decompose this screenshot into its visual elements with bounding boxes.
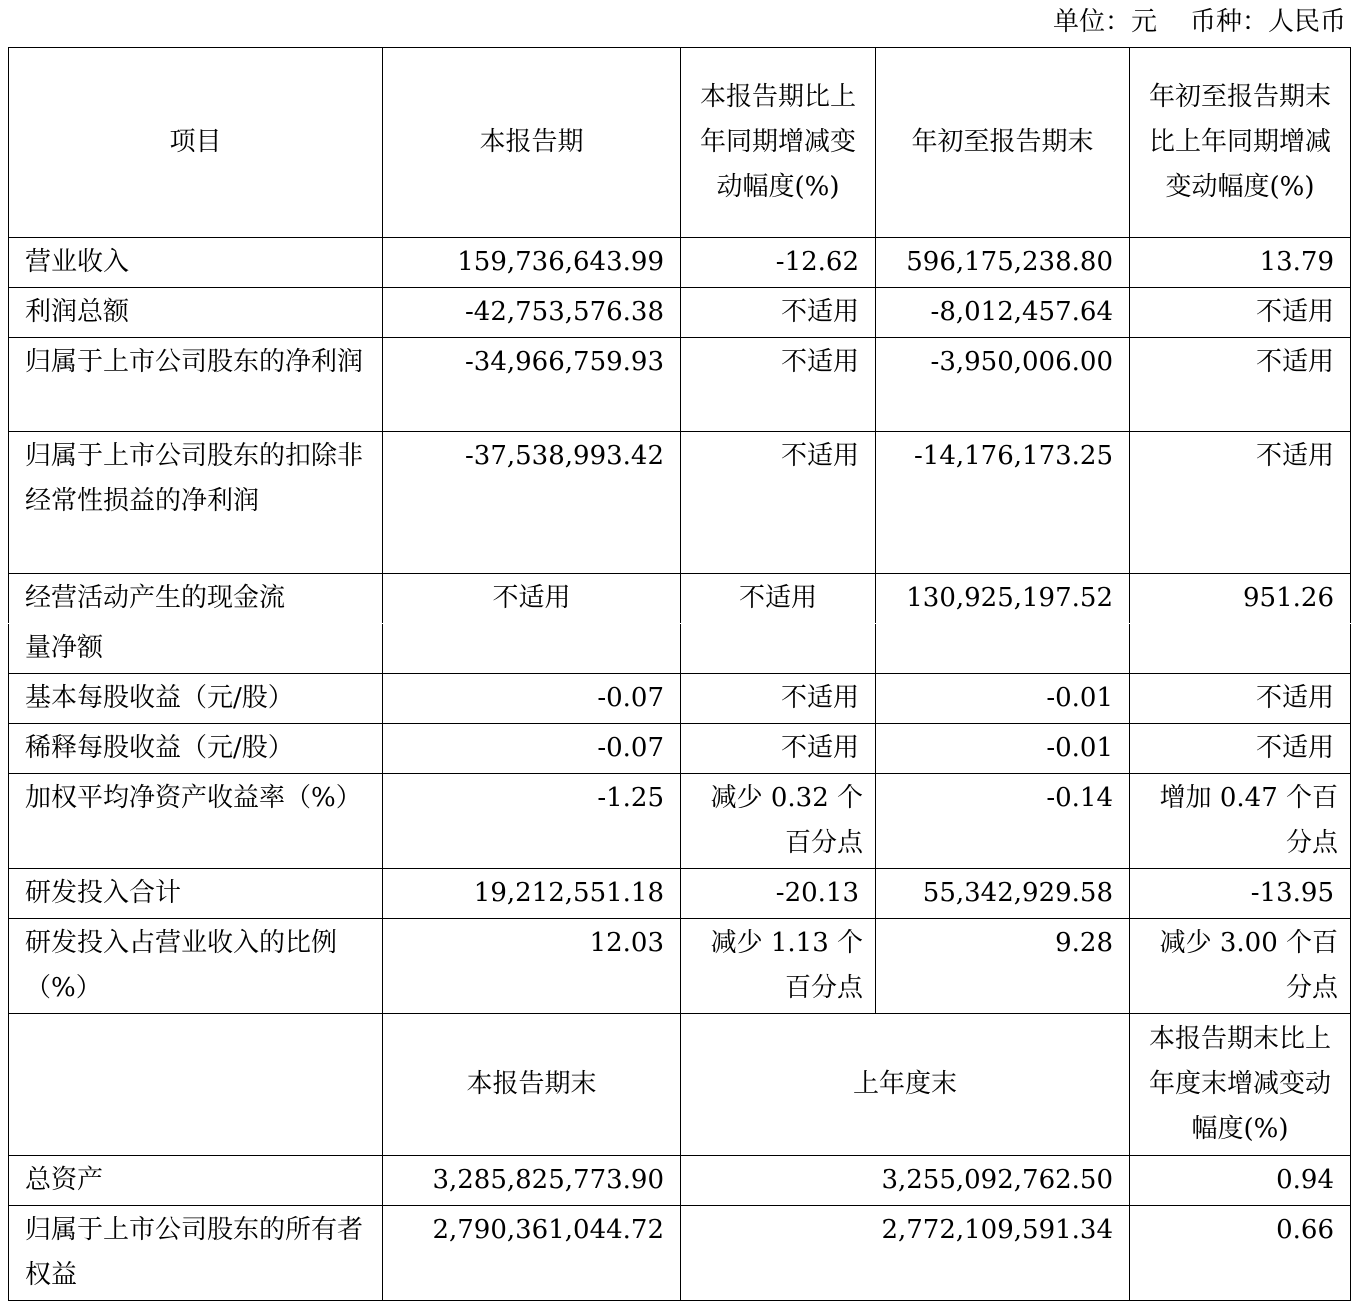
cell-current: 19,212,551.18 — [383, 869, 681, 919]
table-row — [9, 724, 1351, 774]
cell-current-change: -20.13 — [681, 869, 876, 919]
cell-ytd-change: 951.26 — [1130, 574, 1351, 624]
cell-ytd: -0.01 — [876, 724, 1130, 774]
table-row — [9, 1156, 1351, 1206]
cell-ytd-change: 减少 3.00 个百分点 — [1130, 919, 1351, 1014]
cell-current — [383, 624, 681, 674]
row-label: 经营活动产生的现金流 — [9, 574, 383, 624]
cell-current: -0.07 — [383, 724, 681, 774]
cell-current: 12.03 — [383, 919, 681, 1014]
cell-current-change — [681, 624, 876, 674]
row-label: 加权平均净资产收益率（%） — [9, 774, 383, 869]
table-row — [9, 432, 1351, 574]
table-row — [9, 624, 1351, 674]
cell-current: -34,966,759.93 — [383, 338, 681, 432]
cell-current-change: 减少 0.32 个百分点 — [681, 774, 876, 869]
row-label: 稀释每股收益（元/股） — [9, 724, 383, 774]
cell-ytd-change — [1130, 624, 1351, 674]
cell-period-end: 3,285,825,773.90 — [383, 1156, 681, 1206]
cell-current-change: 不适用 — [681, 338, 876, 432]
table-row — [9, 919, 1351, 1014]
header-balance-change: 本报告期末比上年度末增减变动幅度(%) — [1130, 1014, 1351, 1156]
cell-ytd: 596,175,238.80 — [876, 238, 1130, 288]
cell-ytd-change: -13.95 — [1130, 869, 1351, 919]
cell-ytd-change: 不适用 — [1130, 432, 1351, 574]
table-row — [9, 338, 1351, 432]
cell-ytd: -0.14 — [876, 774, 1130, 869]
row-label: 研发投入合计 — [9, 869, 383, 919]
cell-current-change: 不适用 — [681, 674, 876, 724]
row-label: 营业收入 — [9, 238, 383, 288]
row-label: 基本每股收益（元/股） — [9, 674, 383, 724]
table-row — [9, 574, 1351, 624]
cell-ytd: 130,925,197.52 — [876, 574, 1130, 624]
cell-ytd: -8,012,457.64 — [876, 288, 1130, 338]
row-label: 利润总额 — [9, 288, 383, 338]
cell-current-change: 减少 1.13 个百分点 — [681, 919, 876, 1014]
cell-current-change: 不适用 — [681, 724, 876, 774]
cell-current-change: 不适用 — [681, 288, 876, 338]
header-current-change: 本报告期比上年同期增减变动幅度(%) — [681, 48, 876, 238]
table-row — [9, 774, 1351, 869]
table-row — [9, 238, 1351, 288]
cell-ytd-change: 增加 0.47 个百分点 — [1130, 774, 1351, 869]
cell-balance-change: 0.66 — [1130, 1206, 1351, 1301]
header-item: 项目 — [9, 48, 383, 238]
row-label: 归属于上市公司股东的所有者权益 — [9, 1206, 383, 1301]
row-label: 总资产 — [9, 1156, 383, 1206]
cell-ytd: -0.01 — [876, 674, 1130, 724]
row-label: 研发投入占营业收入的比例（%） — [9, 919, 383, 1014]
table-row — [9, 869, 1351, 919]
cell-current: -37,538,993.42 — [383, 432, 681, 574]
cell-current: -1.25 — [383, 774, 681, 869]
cell-current: 159,736,643.99 — [383, 238, 681, 288]
table-row — [9, 288, 1351, 338]
cell-current: -0.07 — [383, 674, 681, 724]
row-label: 归属于上市公司股东的净利润 — [9, 338, 383, 432]
cell-current-change: 不适用 — [681, 574, 876, 624]
cell-ytd-change: 不适用 — [1130, 674, 1351, 724]
header-current-period: 本报告期 — [383, 48, 681, 238]
cell-ytd: 55,342,929.58 — [876, 869, 1130, 919]
cell-period-end: 2,790,361,044.72 — [383, 1206, 681, 1301]
row-label: 归属于上市公司股东的扣除非经常性损益的净利润 — [9, 432, 383, 574]
cell-ytd-change: 不适用 — [1130, 338, 1351, 432]
header-ytd: 年初至报告期末 — [876, 48, 1130, 238]
unit-currency-note: 单位：元 币种：人民币 — [1052, 7, 1346, 37]
cell-ytd-change: 不适用 — [1130, 288, 1351, 338]
financial-data-table — [8, 47, 1351, 1301]
cell-current-change: 不适用 — [681, 432, 876, 574]
cell-ytd: -14,176,173.25 — [876, 432, 1130, 574]
table-row — [9, 1206, 1351, 1301]
cell-current: -42,753,576.38 — [383, 288, 681, 338]
header-last-year-end: 上年度末 — [681, 1014, 1130, 1156]
cell-last-year-end: 2,772,109,591.34 — [681, 1206, 1130, 1301]
cell-last-year-end: 3,255,092,762.50 — [681, 1156, 1130, 1206]
balance-header-blank — [9, 1014, 383, 1156]
cell-current-change: -12.62 — [681, 238, 876, 288]
cell-ytd: -3,950,006.00 — [876, 338, 1130, 432]
cell-ytd: 9.28 — [876, 919, 1130, 1014]
cell-ytd — [876, 624, 1130, 674]
table-row — [9, 674, 1351, 724]
cell-balance-change: 0.94 — [1130, 1156, 1351, 1206]
table-header-row — [9, 48, 1351, 238]
header-ytd-change: 年初至报告期末比上年同期增减变动幅度(%) — [1130, 48, 1351, 238]
cell-ytd-change: 不适用 — [1130, 724, 1351, 774]
row-label: 量净额 — [9, 624, 383, 674]
header-period-end: 本报告期末 — [383, 1014, 681, 1156]
cell-ytd-change: 13.79 — [1130, 238, 1351, 288]
balance-header-row — [9, 1014, 1351, 1156]
cell-current: 不适用 — [383, 574, 681, 624]
